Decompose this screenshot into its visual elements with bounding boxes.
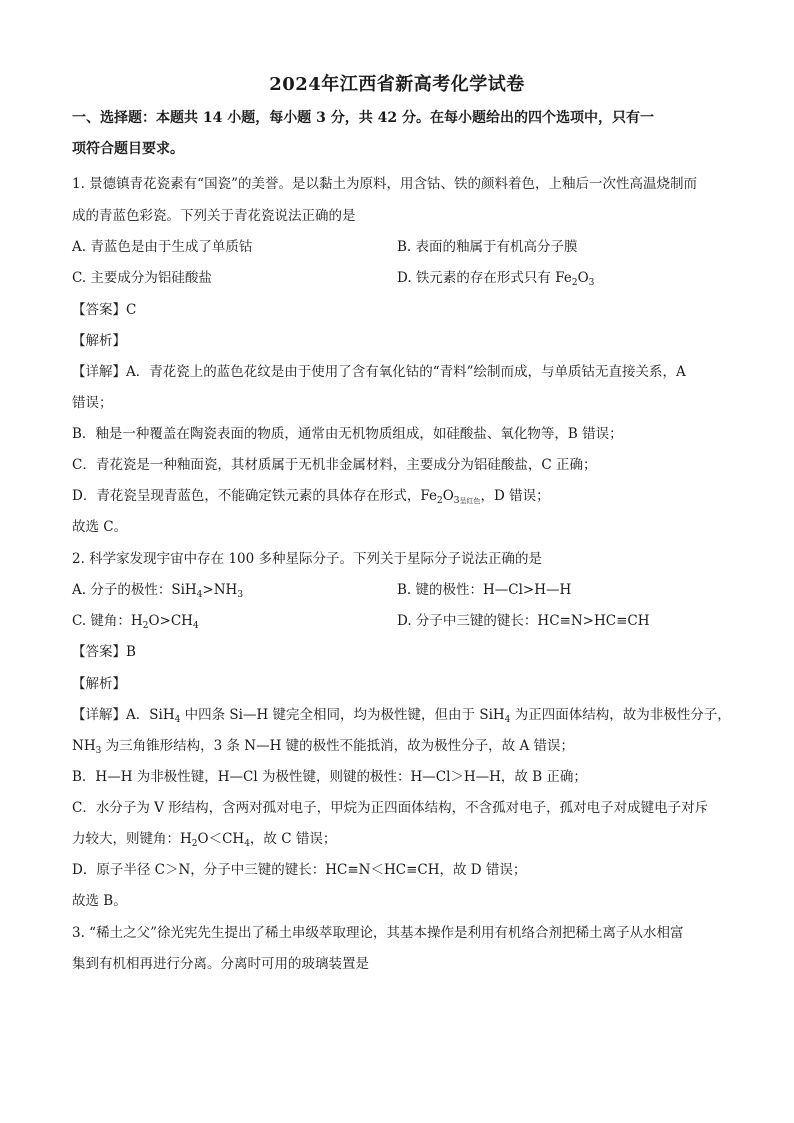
q2-option-a-pre: A. 分子的极性：SiH [72,582,197,598]
section-heading [72,103,732,165]
q2-detail-a-sub-1: 4 [174,715,181,725]
answer-tag: 【答案】 [72,644,126,660]
q1-option-d-mid: O [577,270,589,286]
q2-detail-c-2 [72,827,336,849]
q1-stem-line-1: 1. 景德镇青花瓷素有“国瓷”的美誉。是以黏土为原料，用含钴、铁的颜料着色，上釉后一次性高温烧制而 [72,176,697,192]
q2-detail-line-1 [72,703,731,725]
q2-detail-c-pre: 力较大，则键角：H [72,831,192,847]
q1-detail-line-2: 错误； [72,395,113,411]
q1-detail-a: A．青花瓷上的蓝色花纹是由于使用了含有氧化钴的“青料”绘制而成，与单质钴无直接关系，A [126,364,686,380]
q3-stem-line-2: 集到有机相再进行分离。分离时可用的玻璃装置是 [72,956,369,972]
q2-detail-line-2 [72,734,574,756]
q1-detail-b: B．釉是一种覆盖在陶瓷表面的物质，通常由无机物质组成，如硅酸盐、氧化物等，B 错误； [72,426,623,442]
q1-detail-line-1 [72,360,686,380]
q2-option-d: D. 分子中三键的键长：HC≡N>HC≡CH [397,613,650,629]
section-heading-line-2: 项符合题目要求。 [72,141,184,157]
q2-detail-nh3: NH [72,738,96,754]
q1-option-a: A. 青蓝色是由于生成了单质钴 [72,239,253,255]
q2-detail-nh3-sub: 3 [95,746,102,756]
q2-option-c-sub-1: 2 [142,621,149,631]
q2-option-c-sub-2: 4 [192,621,199,631]
q1-option-d-sub-1: 2 [571,278,578,288]
q2-detail-a-3: 为正四面体结构，故为非极性分子， [510,707,731,723]
q2-detail-c-sub-2: 4 [244,839,250,849]
q2-option-a [72,578,243,600]
q2-detail-c-mid: O＜CH [197,831,245,847]
q1-detail-c: C．青花瓷是一种釉面瓷，其材质属于无机非金属材料，主要成分为铝硅酸盐，C 正确； [72,457,597,473]
q2-detail-c-sub-1: 2 [191,839,198,849]
q2-detail-a-sub-2: 4 [504,715,511,725]
q2-detail-d: D．原子半径 C＞N，分子中三键的键长：HC≡N＜HC≡CH，故 D 错误； [72,862,527,878]
q1-option-c: C. 主要成分为铝硅酸盐 [72,270,212,286]
q2-detail-a-1: A．SiH [126,707,175,723]
q1-detail-d-post: ，D 错误； [480,488,550,504]
q1-stem-line-2: 成的青蓝色彩瓷。下列关于青花瓷说法正确的是 [72,208,356,224]
section-heading-line-1: 一、选择题：本题共 14 小题，每小题 3 分，共 42 分。在每小题给出的四个选项中，只有一 [72,110,654,126]
q1-option-b: B. 表面的釉属于有机高分子膜 [397,239,578,255]
q1-analysis-tag: 【解析】 [72,333,126,349]
q2-option-c-mid: O>CH [148,613,193,629]
q2-detail-nh3-text: 为三角锥形结构，3 条 N—H 键的极性不能抵消，故为极性分子，故 A 错误； [101,738,574,754]
answer-tag: 【答案】 [72,302,126,318]
q1-detail-d-mid: O [442,488,454,504]
q1-option-d-sub-2: 3 [588,278,595,288]
q2-option-b: B. 键的极性：H—Cl>H—H [397,582,572,598]
q1-detail-d-note: 呈红色 [459,497,481,505]
q2-detail-c-1: C．水分子为 V 形结构，含两对孤对电子，甲烷为正四面体结构，不含孤对电子，孤对电子对成键电子对斥 [72,800,709,816]
q1-detail-d-pre: D．青花瓷呈现青蓝色，不能确定铁元素的具体存在形式，Fe [72,488,437,504]
answer-value: B [126,644,136,660]
q2-option-a-mid: >NH [202,582,238,598]
answer-value: C [126,302,137,318]
q1-detail-d-sub-1: 2 [436,496,443,506]
page-title: 2024年江西省新高考化学试卷 [269,74,525,95]
q1-conclusion: 故选 C。 [72,519,128,535]
q2-option-c-pre: C. 键角：H [72,613,143,629]
q1-detail-d [72,484,550,506]
q2-option-a-sub-2: 3 [237,590,244,600]
q3-stem-line-1: 3. “稀土之父”徐光宪先生提出了稀土串级萃取理论，其基本操作是利用有机络合剂把稀土离子从水相富 [72,925,684,941]
detail-tag: 【详解】 [72,707,126,723]
q2-detail-b: B．H—H 为非极性键，H—Cl 为极性键，则键的极性：H—Cl＞H—H，故 B 正确； [72,769,587,785]
q2-conclusion: 故选 B。 [72,893,127,909]
q2-option-a-sub-1: 4 [196,590,203,600]
q2-option-c [72,609,199,631]
q1-answer [72,298,136,318]
q2-analysis-tag: 【解析】 [72,676,126,692]
q2-stem-line-1: 2. 科学家发现宇宙中存在 100 多种星际分子。下列关于星际分子说法正确的是 [72,551,543,567]
q1-detail-d-sub-2: 3 [453,496,460,506]
q1-option-d-text: D. 铁元素的存在形式只有 Fe [397,270,572,286]
detail-tag: 【详解】 [72,364,126,380]
q1-option-d [397,266,594,288]
q2-detail-c-post: ，故 C 错误； [249,831,337,847]
q2-detail-a-2: 中四条 Si—H 键完全相同，均为极性键，但由于 SiH [180,707,505,723]
q2-answer [72,640,136,660]
